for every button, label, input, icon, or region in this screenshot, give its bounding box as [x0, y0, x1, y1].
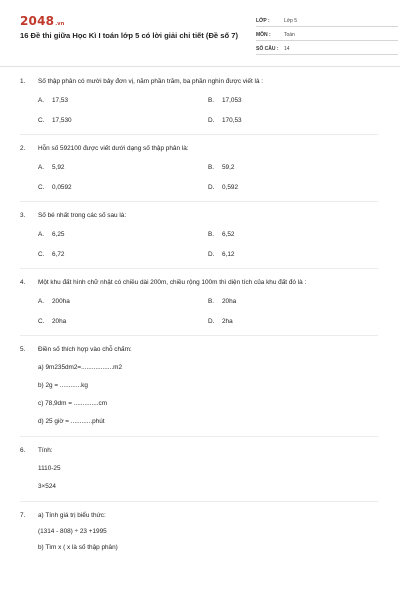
question-number: 6. — [20, 447, 26, 454]
option-letter: B. — [208, 164, 215, 171]
option-a[interactable] — [38, 231, 208, 239]
option-text: 200ha — [52, 298, 70, 305]
option-letter: D. — [208, 117, 215, 124]
options-row — [38, 251, 378, 259]
question-6 — [20, 447, 378, 491]
calc-line: b) Tìm x ( x là số thập phân) — [38, 544, 118, 551]
option-d[interactable] — [208, 117, 378, 125]
question-stem: a) Tính giá trị biểu thức: — [38, 512, 106, 519]
option-text: 17,053 — [222, 97, 242, 104]
option-letter: A. — [38, 298, 45, 305]
options-row — [38, 318, 378, 326]
meta-value: 14 — [284, 46, 290, 52]
option-letter: D. — [208, 251, 215, 258]
option-text: 20ha — [222, 298, 237, 305]
question-number: 3. — [20, 212, 26, 219]
option-c[interactable] — [38, 117, 208, 125]
header-divider — [0, 66, 400, 67]
option-text: 17,530 — [52, 117, 72, 124]
option-text: 170,53 — [222, 117, 242, 124]
option-text: 6,25 — [52, 231, 65, 238]
question-text — [20, 447, 378, 455]
option-d[interactable] — [208, 251, 378, 259]
question-text — [20, 78, 378, 86]
options-row — [38, 184, 378, 192]
option-text: 2ha — [222, 318, 233, 325]
option-letter: B. — [208, 231, 215, 238]
question-list — [20, 78, 378, 552]
question-text — [20, 212, 378, 220]
question-text — [20, 346, 378, 354]
document-header — [20, 0, 378, 62]
option-b[interactable] — [208, 231, 378, 239]
option-c[interactable] — [38, 184, 208, 192]
option-text: 17,53 — [52, 97, 68, 104]
meta-label: MÔN : — [256, 32, 271, 38]
question-4 — [20, 279, 378, 326]
option-text: 5,92 — [52, 164, 65, 171]
meta-label: SỐ CÂU : — [256, 46, 279, 52]
option-c[interactable] — [38, 251, 208, 259]
fill-line: d) 25 giờ = ............phút — [38, 418, 105, 425]
option-letter: C. — [38, 117, 45, 124]
option-a[interactable] — [38, 164, 208, 172]
meta-value: Lớp 5 — [284, 18, 298, 24]
calc-line: 3×524 — [38, 483, 56, 490]
site-logo[interactable] — [20, 14, 65, 28]
option-letter: C. — [38, 318, 45, 325]
question-number: 7. — [20, 512, 26, 519]
fill-line: b) 2g = ............kg — [38, 382, 88, 389]
document-title: 16 Đề thi giữa Học Kì I toán lớp 5 có lời giải chi tiết (Đề số 7) — [20, 31, 238, 40]
question-3 — [20, 212, 378, 259]
fill-line: c) 78,9dm = ..............cm — [38, 400, 108, 407]
question-stem: Tính: — [38, 447, 53, 454]
option-letter: D. — [208, 184, 215, 191]
options-row — [38, 97, 378, 105]
option-b[interactable] — [208, 97, 378, 105]
option-letter: A. — [38, 97, 45, 104]
option-text: 59,2 — [222, 164, 235, 171]
option-text: 20ha — [52, 318, 67, 325]
question-divider — [20, 436, 378, 437]
option-letter: C. — [38, 184, 45, 191]
meta-row-class — [256, 14, 398, 27]
question-stem: Một khu đất hình chữ nhật có chiều dài 200m, chiều rộng 100m thì diện tích của khu đất đó là : — [38, 279, 307, 286]
question-divider — [20, 501, 378, 502]
option-a[interactable] — [38, 298, 208, 306]
option-b[interactable] — [208, 164, 378, 172]
question-divider — [20, 134, 378, 135]
option-text: 6,72 — [52, 251, 65, 258]
meta-value: Toán — [284, 32, 295, 38]
question-stem: Số bé nhất trong các số sau là: — [38, 212, 127, 219]
option-b[interactable] — [208, 298, 378, 306]
logo-main: 2048 — [20, 14, 55, 28]
question-text — [20, 512, 378, 520]
option-d[interactable] — [208, 184, 378, 192]
options-row — [38, 298, 378, 306]
question-number: 2. — [20, 145, 26, 152]
question-number: 5. — [20, 346, 26, 353]
question-text — [20, 279, 378, 287]
question-stem: Số thập phân có mười bảy đơn vị, năm phần trăm, ba phần nghìn được viết là : — [38, 78, 264, 85]
question-text — [20, 145, 378, 153]
logo-sub: .vn — [55, 21, 65, 27]
option-text: 6,12 — [222, 251, 235, 258]
option-letter: A. — [38, 164, 45, 171]
question-7 — [20, 512, 378, 552]
option-c[interactable] — [38, 318, 208, 326]
option-letter: A. — [38, 231, 45, 238]
document-meta — [256, 14, 398, 56]
option-a[interactable] — [38, 97, 208, 105]
option-text: 0,592 — [222, 184, 238, 191]
meta-row-count — [256, 42, 398, 55]
options-row — [38, 117, 378, 125]
calc-line: (1314 - 808) ÷ 23 +1995 — [38, 528, 107, 535]
question-5 — [20, 346, 378, 426]
question-2 — [20, 145, 378, 192]
option-letter: D. — [208, 318, 215, 325]
option-letter: B. — [208, 298, 215, 305]
options — [38, 298, 378, 326]
options-row — [38, 164, 378, 172]
meta-row-subject — [256, 28, 398, 41]
options-row — [38, 231, 378, 239]
question-number: 1. — [20, 78, 26, 85]
question-stem: Hỗn số 592100 được viết dưới dạng số thập phân là: — [38, 145, 189, 152]
option-letter: C. — [38, 251, 45, 258]
options — [38, 164, 378, 192]
option-d[interactable] — [208, 318, 378, 326]
question-divider — [20, 268, 378, 269]
question-divider — [20, 201, 378, 202]
option-text: 6,52 — [222, 231, 235, 238]
calc-line: 1110-25 — [38, 465, 61, 472]
options — [38, 97, 378, 125]
question-number: 4. — [20, 279, 26, 286]
question-1 — [20, 78, 378, 125]
option-text: 0,0592 — [52, 184, 72, 191]
options — [38, 231, 378, 259]
option-letter: B. — [208, 97, 215, 104]
meta-label: LỚP : — [256, 18, 270, 24]
question-stem: Điền số thích hợp vào chỗ chấm: — [38, 346, 132, 353]
fill-line: a) 9m235dm2=..................m2 — [38, 364, 122, 371]
question-divider — [20, 335, 378, 336]
